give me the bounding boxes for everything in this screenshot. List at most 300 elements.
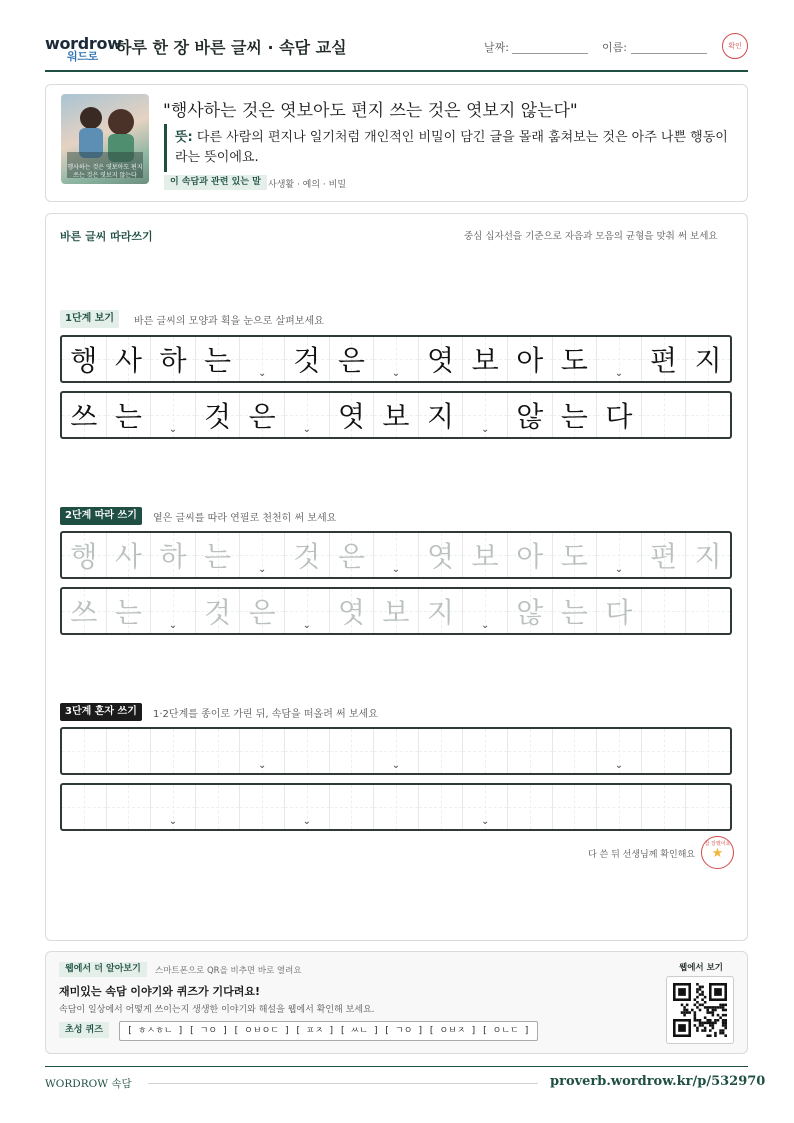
grid-cell xyxy=(419,785,464,829)
qr-module xyxy=(699,1009,702,1012)
grid-cell xyxy=(642,393,687,437)
grid-cell xyxy=(330,589,375,633)
grid-cell xyxy=(463,337,508,381)
grid-char: 것 xyxy=(293,344,321,377)
grid-cell xyxy=(686,337,730,381)
space-mark-icon: ⌄ xyxy=(614,564,624,575)
grid-cell xyxy=(553,589,598,633)
space-mark-icon: ⌄ xyxy=(391,760,401,771)
quiz-answer: [ ㅎㅅㅎㄴ ] [ ㄱㅇ ] [ ㅇㅂㅇㄷ ] [ ㅍㅈ ] [ ㅆㄴ ] [ ㄱㅇ ] [ ㅇㅂㅈ ] [ ㅇㄴㄷ ] xyxy=(119,1021,538,1041)
qr-module xyxy=(712,1027,715,1030)
grid-cell xyxy=(330,393,375,437)
grid-char: 은 xyxy=(248,596,276,629)
grid-char: 엿 xyxy=(337,596,365,629)
grid-cell xyxy=(62,533,107,577)
qr-module xyxy=(714,1019,717,1022)
qr-module xyxy=(709,1024,712,1027)
grid-cell xyxy=(62,337,107,381)
grid-cell xyxy=(151,589,196,633)
grid-cell xyxy=(508,533,553,577)
web-badge: 웹에서 더 알아보기 xyxy=(59,962,147,977)
proverb-title: "행사하는 것은 엿보아도 편지 쓰는 것은 엿보지 않는다" xyxy=(163,101,578,121)
grid-cell xyxy=(597,533,642,577)
qr-module xyxy=(678,1024,686,1032)
qr-module xyxy=(712,1009,715,1012)
date-label: 날짜: xyxy=(484,41,509,54)
grid-cell xyxy=(553,337,598,381)
step2-badge: 2단계 따라 쓰기 xyxy=(60,507,142,525)
qr-module xyxy=(704,1016,707,1019)
qr-module xyxy=(724,1024,727,1027)
grid-cell xyxy=(107,337,152,381)
qr-module xyxy=(722,1029,725,1032)
qr-module xyxy=(719,1004,722,1007)
grid-char: 것 xyxy=(204,596,232,629)
grid-cell xyxy=(642,785,687,829)
qr-module xyxy=(691,1009,694,1012)
qr-module xyxy=(699,1024,702,1027)
qr-module xyxy=(701,986,704,989)
qr-module xyxy=(694,1019,697,1022)
grid-cell xyxy=(597,589,642,633)
qr-module xyxy=(719,1032,722,1035)
qr-module xyxy=(712,1006,715,1009)
grid-cell xyxy=(107,785,152,829)
grid-char: 도 xyxy=(560,540,588,573)
qr-module xyxy=(724,1014,727,1017)
space-mark-icon: ⌄ xyxy=(480,816,490,827)
grid-cell xyxy=(107,533,152,577)
grid-cell xyxy=(62,785,107,829)
check-text: 다 쓴 뒤 선생님께 확인해요 xyxy=(588,850,696,860)
quiz-label: 초성 퀴즈 xyxy=(59,1022,109,1038)
grid-cell xyxy=(330,337,375,381)
grid-cell xyxy=(196,393,241,437)
qr-module xyxy=(717,1014,720,1017)
grid-cell xyxy=(374,393,419,437)
step2-desc: 옅은 글씨를 따라 연필로 천천히 써 보세요 xyxy=(153,513,337,524)
qr-module xyxy=(688,1011,691,1014)
qr-module xyxy=(696,1006,699,1009)
qr-module xyxy=(719,1016,722,1019)
grid-char: 은 xyxy=(337,344,365,377)
qr-module xyxy=(722,1014,725,1017)
space-mark-icon: ⌄ xyxy=(302,424,311,435)
qr-module xyxy=(694,1004,697,1007)
grid-cell xyxy=(285,589,330,633)
qr-module xyxy=(704,1022,707,1025)
qr-module xyxy=(704,1029,707,1032)
qr-module xyxy=(686,1011,689,1014)
space-mark-icon: ⌄ xyxy=(168,620,178,631)
grid-cell xyxy=(285,729,330,773)
qr-module xyxy=(706,1006,709,1009)
related-tags: 사생활 · 예의 · 비밀 xyxy=(268,180,347,190)
grid-cell xyxy=(419,337,464,381)
grid-char: 않 xyxy=(516,596,544,629)
qr-module xyxy=(683,1006,686,1009)
grid-cell xyxy=(62,589,107,633)
grid-cell xyxy=(107,393,152,437)
grid-char: 보 xyxy=(382,596,410,629)
space-mark-icon: ⌄ xyxy=(614,368,624,379)
grid-char: 는 xyxy=(560,596,588,629)
qr-module xyxy=(722,1032,725,1035)
space-mark-icon: ⌄ xyxy=(391,564,401,575)
grid-cell xyxy=(107,729,152,773)
qr-module xyxy=(722,1006,725,1009)
qr-module xyxy=(701,993,704,996)
space-mark-icon: ⌄ xyxy=(480,620,490,631)
web-title: 재미있는 속담 이야기와 퀴즈가 기다려요! xyxy=(59,985,260,998)
space-mark-icon: ⌄ xyxy=(257,760,267,771)
page-title: 하루 한 장 바른 글씨 · 속담 교실 xyxy=(116,38,347,57)
grid-cell xyxy=(419,533,464,577)
space-mark-icon: ⌄ xyxy=(614,760,624,771)
grid-char: 는 xyxy=(204,344,232,377)
qr-module xyxy=(724,1019,727,1022)
grid-cell xyxy=(642,729,687,773)
grid-char: 쓰 xyxy=(70,400,98,433)
practice-note: 중심 십자선을 기준으로 자음과 모음의 균형을 맞춰 써 보세요 xyxy=(464,231,718,242)
praise-seal xyxy=(701,836,734,869)
grid-cell xyxy=(597,785,642,829)
qr-module xyxy=(706,1009,709,1012)
qr-module xyxy=(714,1022,717,1025)
qr-code-icon xyxy=(673,983,727,1037)
qr-module xyxy=(683,1009,686,1012)
logo-sub: 워드로 xyxy=(67,50,98,63)
grid-char: 사 xyxy=(114,540,142,573)
grid-char: 엿 xyxy=(427,540,455,573)
qr-module xyxy=(724,1034,727,1037)
meaning-text: 다른 사람의 편지나 일기처럼 개인적인 비밀이 담긴 글을 몰래 훔쳐보는 것은 아주 나쁜 행동이라는 뜻이에요. xyxy=(175,130,728,165)
step1-row1 xyxy=(60,335,732,383)
space-mark-icon: ⌄ xyxy=(257,368,267,379)
space-mark-icon: ⌄ xyxy=(302,620,311,631)
grid-cell xyxy=(330,785,375,829)
qr-module xyxy=(683,1011,686,1014)
qr-module xyxy=(686,1004,689,1007)
qr-module xyxy=(724,1027,727,1030)
grid-cell xyxy=(597,729,642,773)
footer-thin-line xyxy=(148,1083,538,1084)
qr-module xyxy=(696,1019,699,1022)
grid-cell xyxy=(285,393,330,437)
grid-cell xyxy=(240,393,285,437)
qr-module xyxy=(712,1022,715,1025)
grid-cell xyxy=(686,533,730,577)
qr-module xyxy=(719,1006,722,1009)
grid-cell xyxy=(374,729,419,773)
grid-char: 엿 xyxy=(337,400,365,433)
meaning-label: 뜻: xyxy=(175,130,193,145)
space-mark-icon: ⌄ xyxy=(168,816,178,827)
qr-module xyxy=(701,1029,704,1032)
stamp-text: 확인 xyxy=(728,42,742,50)
grid-cell xyxy=(240,589,285,633)
qr-module xyxy=(701,1022,704,1025)
qr-module xyxy=(722,1024,725,1027)
star-icon: ★ xyxy=(711,846,724,861)
qr-module xyxy=(709,1011,712,1014)
grid-cell xyxy=(463,729,508,773)
grid-cell xyxy=(642,533,687,577)
practice-heading: 바른 글씨 따라쓰기 xyxy=(60,230,153,243)
qr-module xyxy=(699,988,702,991)
grid-cell xyxy=(240,533,285,577)
grid-char: 편 xyxy=(649,344,678,377)
qr-module xyxy=(722,1004,725,1007)
grid-cell xyxy=(196,337,241,381)
proverb-illustration xyxy=(61,94,149,184)
qr-module xyxy=(712,1014,715,1017)
grid-cell xyxy=(151,729,196,773)
step1-row2 xyxy=(60,391,732,439)
grid-cell xyxy=(597,337,642,381)
grid-cell xyxy=(686,729,730,773)
name-field[interactable] xyxy=(631,53,707,54)
grid-char: 보 xyxy=(471,344,499,377)
qr-module xyxy=(714,988,722,996)
step3-desc: 1·2단계를 종이로 가린 뒤, 속담을 떠올려 써 보세요 xyxy=(153,709,378,720)
grid-char: 지 xyxy=(694,540,722,573)
qr-module xyxy=(714,1034,717,1037)
grid-cell xyxy=(597,393,642,437)
qr-module xyxy=(709,1019,712,1022)
grid-char: 지 xyxy=(427,400,455,433)
qr-module xyxy=(699,993,702,996)
qr-module xyxy=(694,1024,697,1027)
qr-module xyxy=(706,1019,709,1022)
logo-main: wordrow xyxy=(45,34,122,53)
qr-module xyxy=(704,1006,707,1009)
qr-label: 웹에서 보기 xyxy=(679,963,724,973)
qr-module xyxy=(696,983,699,986)
qr-module xyxy=(696,996,699,999)
grid-cell xyxy=(374,785,419,829)
header-divider xyxy=(45,70,748,72)
grid-char: 는 xyxy=(204,540,232,573)
grid-char: 다 xyxy=(605,596,633,629)
grid-char: 사 xyxy=(114,344,142,377)
grid-cell xyxy=(285,785,330,829)
qr-module xyxy=(696,1027,699,1030)
proverb-meaning xyxy=(175,128,735,168)
qr-module xyxy=(704,1001,707,1004)
grid-cell xyxy=(553,729,598,773)
qr-module xyxy=(694,1011,697,1014)
qr-module xyxy=(714,1009,717,1012)
footer-brand: WORDROW 속담 xyxy=(45,1078,132,1090)
grid-char: 아 xyxy=(516,344,544,377)
grid-char: 행 xyxy=(70,540,98,573)
grid-cell xyxy=(686,589,730,633)
grid-cell xyxy=(151,393,196,437)
qr-module xyxy=(681,1011,684,1014)
grid-cell xyxy=(330,729,375,773)
qr-module xyxy=(699,1022,702,1025)
qr-module xyxy=(696,1001,699,1004)
step3-row2[interactable] xyxy=(60,783,732,831)
grid-cell xyxy=(508,393,553,437)
space-mark-icon: ⌄ xyxy=(302,816,311,827)
qr-module xyxy=(712,1011,715,1014)
grid-char: 은 xyxy=(248,400,276,433)
wordrow-logo xyxy=(45,34,122,63)
qr-module xyxy=(706,1011,709,1014)
grid-cell xyxy=(553,785,598,829)
qr-module xyxy=(701,998,704,1001)
grid-char: 하 xyxy=(159,344,187,377)
grid-cell xyxy=(330,533,375,577)
qr-module xyxy=(714,1032,717,1035)
qr-module xyxy=(712,1024,715,1027)
grid-char: 은 xyxy=(337,540,365,573)
qr-module xyxy=(722,1019,725,1022)
teacher-stamp xyxy=(722,33,748,59)
grid-cell xyxy=(686,393,730,437)
grid-char: 엿 xyxy=(427,344,455,377)
grid-cell xyxy=(642,589,687,633)
space-mark-icon: ⌄ xyxy=(391,368,401,379)
grid-cell xyxy=(107,589,152,633)
grid-cell xyxy=(508,337,553,381)
grid-cell xyxy=(553,533,598,577)
grid-char: 는 xyxy=(560,400,588,433)
grid-char: 보 xyxy=(471,540,499,573)
qr-module xyxy=(724,1004,727,1007)
grid-cell xyxy=(196,533,241,577)
grid-cell xyxy=(285,337,330,381)
grid-char: 지 xyxy=(427,596,455,629)
qr-module xyxy=(704,996,707,999)
meaning-accent-bar xyxy=(164,124,167,172)
grid-char: 것 xyxy=(204,400,232,433)
grid-char: 않 xyxy=(516,400,544,433)
grid-char: 편 xyxy=(649,540,678,573)
grid-cell xyxy=(374,533,419,577)
qr-module xyxy=(709,1006,712,1009)
grid-cell xyxy=(62,729,107,773)
grid-cell xyxy=(196,785,241,829)
footer-url[interactable]: proverb.wordrow.kr/p/532970 xyxy=(550,1074,766,1089)
qr-module xyxy=(709,1022,712,1025)
step2-row2[interactable] xyxy=(60,587,732,635)
grid-cell xyxy=(62,393,107,437)
grid-cell xyxy=(463,589,508,633)
grid-cell xyxy=(419,589,464,633)
grid-cell xyxy=(508,589,553,633)
footer-divider xyxy=(45,1066,748,1067)
web-desc: 속담이 일상에서 어떻게 쓰이는지 생생한 이야기와 해설을 웹에서 확인해 보세요. xyxy=(59,1005,375,1015)
grid-char: 도 xyxy=(560,344,588,377)
seal-text: 참 잘했어요 xyxy=(704,841,731,847)
qr-code[interactable] xyxy=(666,976,734,1044)
qr-module xyxy=(717,1019,720,1022)
qr-module xyxy=(683,1014,686,1017)
grid-char: 하 xyxy=(159,540,187,573)
grid-cell xyxy=(151,785,196,829)
qr-module xyxy=(722,1009,725,1012)
qr-module xyxy=(724,1022,727,1025)
grid-cell xyxy=(285,533,330,577)
space-mark-icon: ⌄ xyxy=(168,424,178,435)
grid-char: 쓰 xyxy=(70,596,98,629)
qr-module xyxy=(709,1029,712,1032)
date-field[interactable] xyxy=(512,53,588,54)
illustration-caption: 행사하는 것은 엿보아도 편지 쓰는 것은 엿보지 않는다 xyxy=(67,164,143,179)
related-label: 이 속담과 관련 있는 말 xyxy=(164,175,267,190)
grid-cell xyxy=(553,393,598,437)
grid-char: 지 xyxy=(694,344,722,377)
qr-module xyxy=(694,1016,697,1019)
grid-cell xyxy=(240,337,285,381)
qr-module xyxy=(696,991,699,994)
step1-badge: 1단계 보기 xyxy=(60,310,119,328)
grid-cell xyxy=(374,337,419,381)
qr-module xyxy=(701,1024,704,1027)
grid-cell xyxy=(508,785,553,829)
qr-module xyxy=(678,988,686,996)
grid-cell xyxy=(240,729,285,773)
grid-char: 는 xyxy=(114,400,142,433)
qr-module xyxy=(686,1009,689,1012)
qr-module xyxy=(717,1006,720,1009)
qr-module xyxy=(699,1004,702,1007)
step3-badge: 3단계 혼자 쓰기 xyxy=(60,703,142,721)
qr-module xyxy=(696,1029,699,1032)
grid-cell xyxy=(196,729,241,773)
grid-cell xyxy=(196,589,241,633)
web-sub: 스마트폰으로 QR을 비추면 바로 열려요 xyxy=(155,966,302,976)
grid-cell xyxy=(419,729,464,773)
grid-cell xyxy=(240,785,285,829)
grid-char: 는 xyxy=(114,596,142,629)
grid-cell xyxy=(686,785,730,829)
grid-char: 다 xyxy=(605,400,633,433)
step3-row1[interactable] xyxy=(60,727,732,775)
grid-cell xyxy=(642,337,687,381)
qr-module xyxy=(706,1022,709,1025)
grid-char: 것 xyxy=(293,540,321,573)
grid-cell xyxy=(151,533,196,577)
qr-module xyxy=(696,988,699,991)
grid-char: 행 xyxy=(70,344,98,377)
qr-module xyxy=(706,1034,709,1037)
step2-row1[interactable] xyxy=(60,531,732,579)
qr-module xyxy=(701,991,704,994)
name-label: 이름: xyxy=(602,41,627,54)
qr-module xyxy=(694,998,697,1001)
qr-module xyxy=(699,986,702,989)
step1-desc: 바른 글씨의 모양과 획을 눈으로 살펴보세요 xyxy=(134,316,324,327)
grid-cell xyxy=(463,393,508,437)
qr-module xyxy=(724,1009,727,1012)
space-mark-icon: ⌄ xyxy=(480,424,490,435)
qr-module xyxy=(694,1014,697,1017)
grid-cell xyxy=(419,393,464,437)
qr-module xyxy=(701,1004,704,1007)
qr-module xyxy=(704,1027,707,1030)
qr-module xyxy=(681,1004,684,1007)
grid-cell xyxy=(463,785,508,829)
grid-char: 아 xyxy=(516,540,544,573)
grid-char: 보 xyxy=(382,400,410,433)
space-mark-icon: ⌄ xyxy=(257,564,267,575)
qr-module xyxy=(714,1006,717,1009)
grid-cell xyxy=(151,337,196,381)
